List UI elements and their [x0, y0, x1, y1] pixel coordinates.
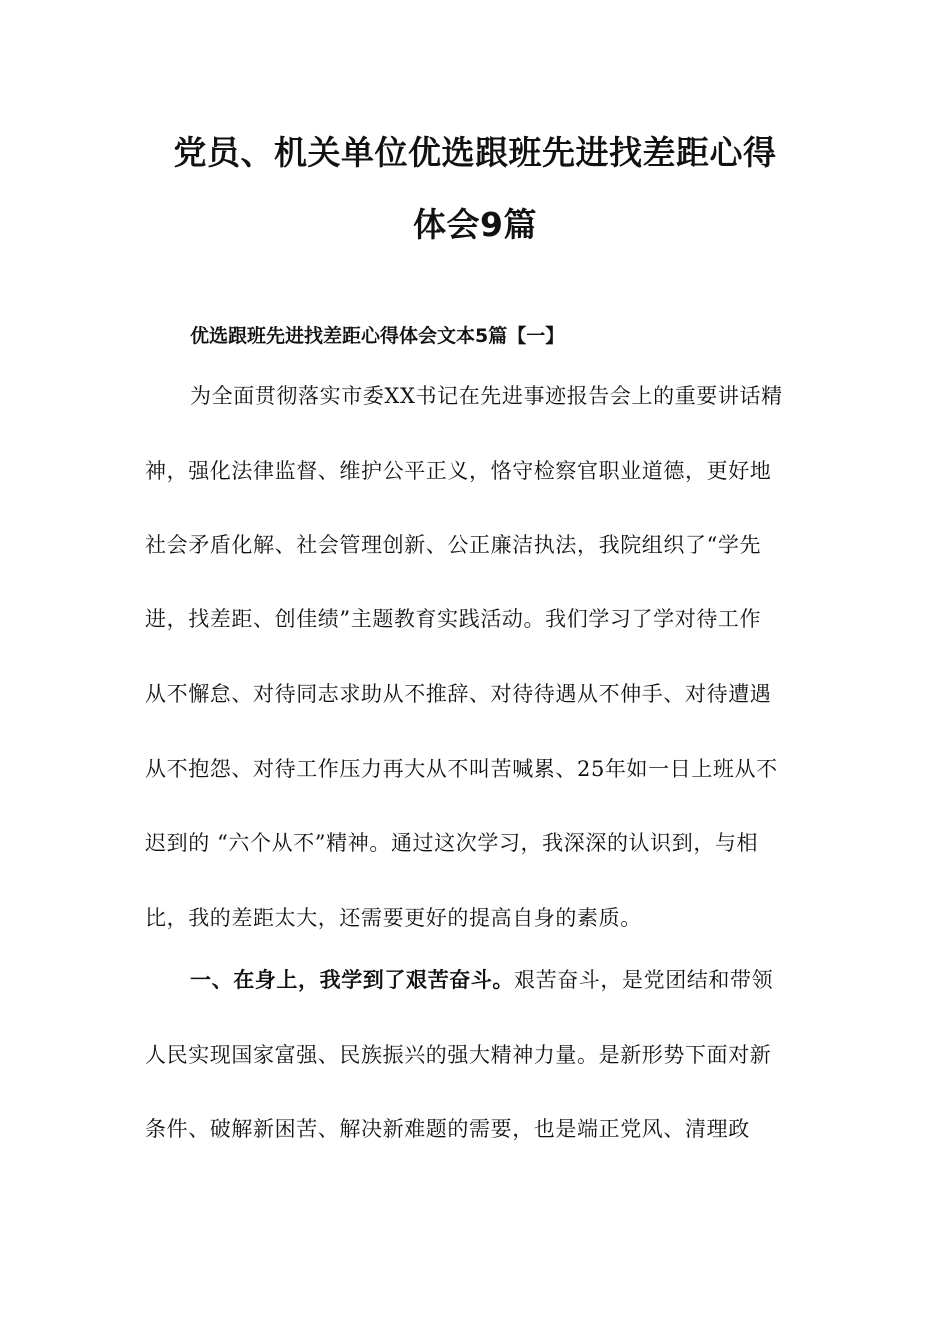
paragraph-line: 神，强化法律监督、维护公平正义，恪守检察官职业道德，更好地 — [145, 459, 772, 483]
document-title-line-1: 党员、机关单位优选跟班先进找差距心得 — [173, 133, 777, 172]
paragraph-line: 迟到的 “六个从不”精神。通过这次学习，我深深的认识到，与相 — [145, 831, 759, 855]
section-heading-bold: 一、在身上，我学到了艰苦奋斗。 — [190, 968, 514, 992]
paragraph-line: 为全面贯彻落实市委XX书记在先进事迹报告会上的重要讲话精 — [190, 384, 783, 408]
paragraph-line: 比，我的差距太大，还需要更好的提高自身的素质。 — [145, 906, 642, 930]
document-title-line-2: 体会9篇 — [413, 205, 537, 244]
paragraph-line: 进，找差距、创佳绩”主题教育实践活动。我们学习了学对待工作 — [145, 607, 762, 631]
paragraph-line: 条件、破解新困苦、解决新难题的需要，也是端正党风、清理政 — [145, 1117, 750, 1141]
paragraph-line: 社会矛盾化解、社会管理创新、公正廉洁执法，我院组织了“学先 — [145, 533, 762, 557]
paragraph-line: 从不抱怨、对待工作压力再大从不叫苦喊累、25年如一日上班从不 — [145, 757, 778, 781]
paragraph-line — [190, 965, 810, 995]
paragraph-line: 人民实现国家富强、民族振兴的强大精神力量。是新形势下面对新 — [145, 1043, 772, 1067]
paragraph-text: 艰苦奋斗，是党团结和带领 — [514, 968, 774, 992]
section-subtitle: 优选跟班先进找差距心得体会文本5篇【一】 — [190, 325, 565, 347]
paragraph-line: 从不懈怠、对待同志求助从不推辞、对待待遇从不伸手、对待遭遇 — [145, 682, 772, 706]
